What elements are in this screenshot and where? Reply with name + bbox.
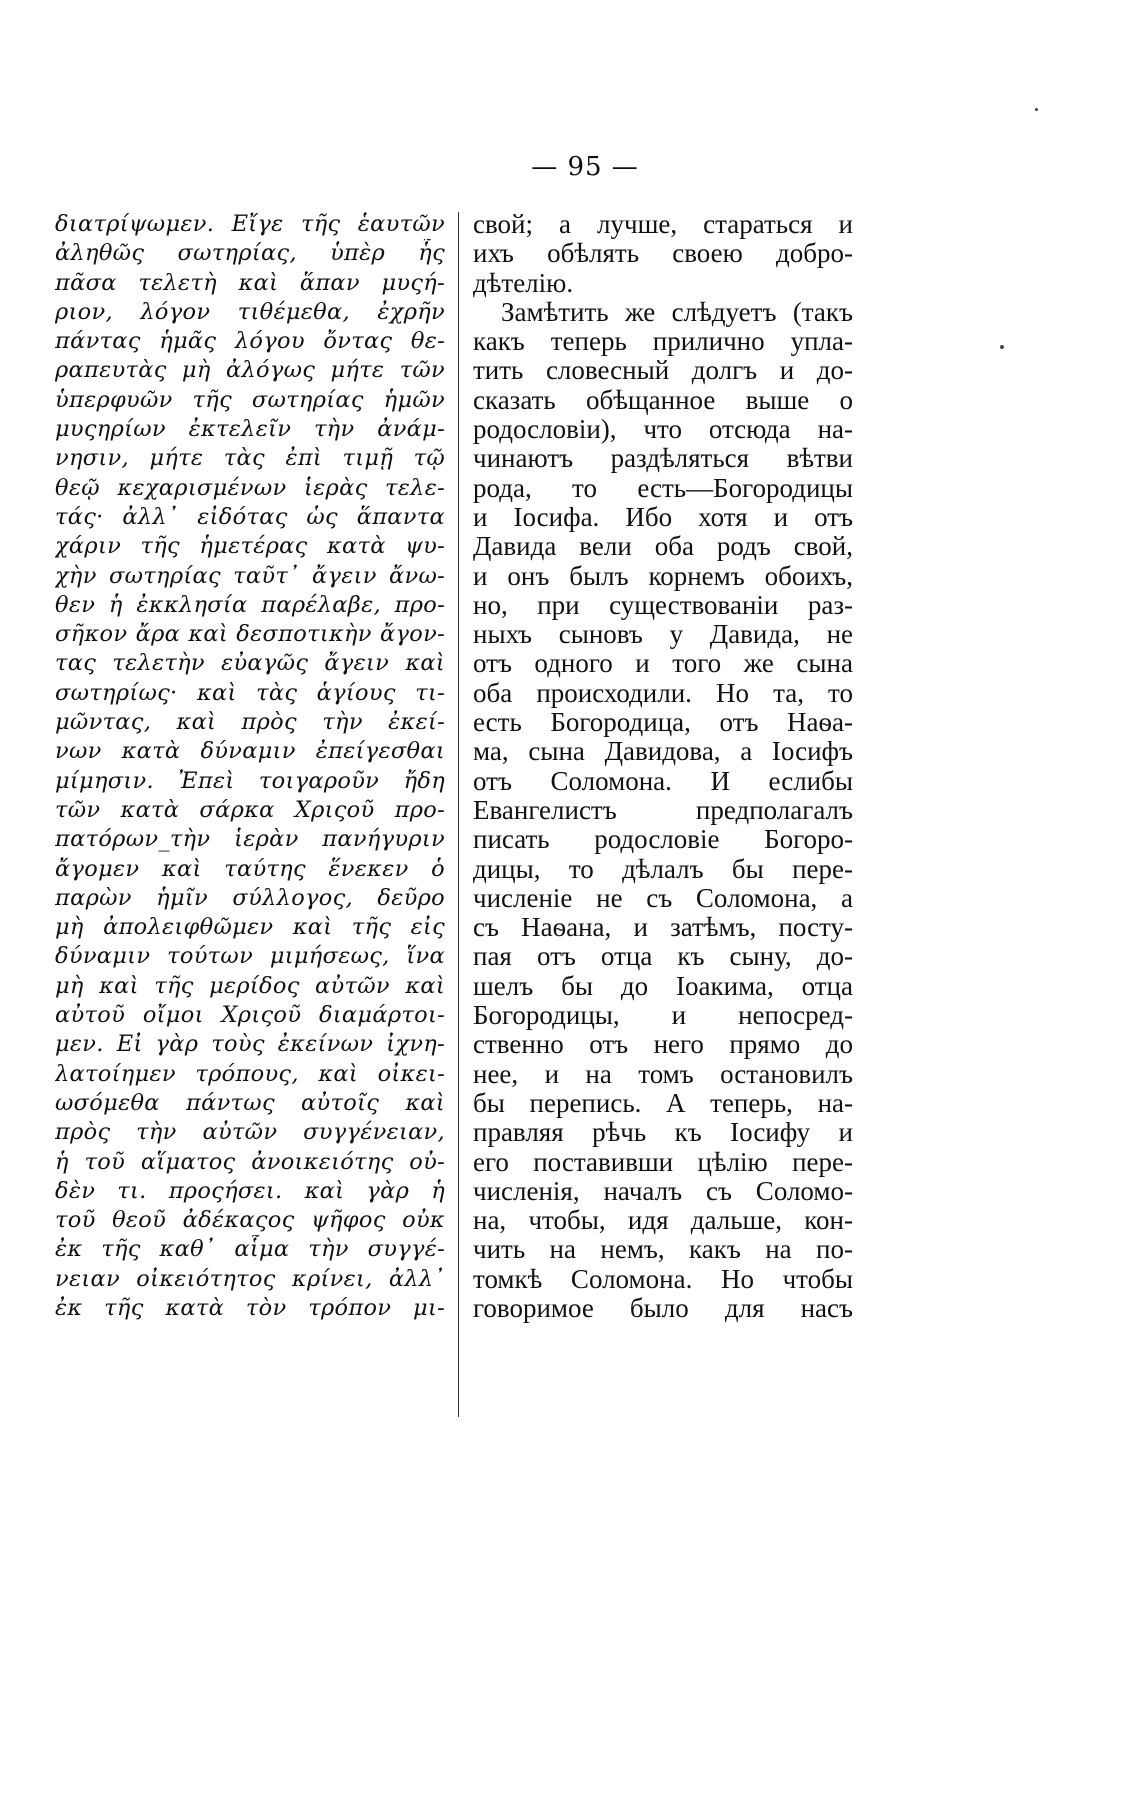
text-line: πρὸς τὴν αὐτῶν συγγένειαν,	[55, 1119, 445, 1146]
text-line: томкѣ Соломона. Но чтобы	[473, 1264, 853, 1294]
text-line: δύναμιν τούτων μιμήσεως, ἵνα	[55, 943, 445, 970]
text-line: его поставивши цѣлію пере-	[473, 1147, 853, 1177]
text-line: μίμησιν. Ἐπεὶ τοιγαροῦν ἤδη	[55, 767, 445, 794]
text-line: ныхъ сыновъ у Давида, не	[473, 620, 853, 650]
text-line: δὲν τι. προςήσει. καὶ γὰρ ἡ	[55, 1177, 445, 1204]
text-line: τῶν κατὰ σάρκα Χριςοῦ προ-	[55, 796, 445, 823]
text-line: ραπευτὰς μὴ ἀλόγως μήτε τῶν	[55, 357, 445, 384]
text-line: пая отъ отца къ сыну, до-	[473, 942, 853, 972]
text-line: отъ Соломона. И еслибы	[473, 766, 853, 796]
text-line: νων κατὰ δύναμιν ἐπείγεσθαι	[55, 738, 445, 765]
text-line: σῆκον ἄρα καὶ δεσποτικὴν ἄγον-	[55, 621, 445, 648]
text-line: τάς· ἀλλ᾽ εἰδότας ὡς ἅπαντα	[55, 503, 445, 530]
text-line: νειαν οἰκειότητος κρίνει, ἀλλ᾽	[55, 1265, 445, 1292]
text-line: Замѣтить же слѣдуетъ (такъ	[501, 297, 853, 327]
text-line: παρὼν ἡμῖν σύλλογος, δεῦρο	[55, 884, 445, 911]
text-line: чить на немъ, какъ на по-	[473, 1235, 853, 1265]
text-line: ἐκ τῆς καθ᾽ αἷμα τὴν συγγέ-	[55, 1236, 445, 1263]
text-line: νησιν, μήτε τὰς ἐπὶ τιμῇ τῷ	[55, 445, 445, 472]
print-speck	[1000, 345, 1004, 349]
text-line: Богородицы, и непосред-	[473, 1001, 853, 1031]
text-line: μῶντας, καὶ πρὸς τὴν ἐκεί-	[55, 709, 445, 736]
print-speck	[1035, 108, 1038, 111]
text-line: χάριν τῆς ἡμετέρας κατὰ ψυ-	[55, 533, 445, 560]
text-line: дѣтелію.	[473, 268, 574, 298]
text-line: ма, сына Давидова, а Іосифъ	[473, 737, 853, 767]
text-line: отъ одного и того же сына	[473, 649, 853, 679]
russian-column	[473, 210, 853, 1323]
text-line: χὴν σωτηρίας ταῦτ᾽ ἄγειν ἄνω-	[55, 562, 445, 589]
text-line: правляя рѣчь къ Іосифу и	[473, 1118, 853, 1148]
text-line: ственно отъ него прямо до	[473, 1030, 853, 1060]
text-line: съ Наѳана, и затѣмъ, посту-	[473, 913, 853, 943]
text-line: θεν ἡ ἐκκλησία παρέλαβε, προ-	[55, 591, 445, 618]
text-line: σωτηρίως· καὶ τὰς ἁγίους τι-	[55, 679, 445, 706]
text-line: писать родословіе Богоро-	[473, 825, 853, 855]
text-line: но, при существованіи раз-	[473, 590, 853, 620]
text-line: μὴ ἀπολειφθῶμεν καὶ τῆς εἰς	[55, 914, 445, 941]
text-line: шелъ бы до Іоакима, отца	[473, 971, 853, 1001]
text-line: ἡ τοῦ αἵματος ἀνοικειότης οὐ-	[55, 1148, 445, 1175]
page-number: — 95 —	[531, 152, 639, 182]
text-line: нее, и на томъ остановилъ	[473, 1059, 853, 1089]
text-line: и Іосифа. Ибо хотя и отъ	[473, 502, 853, 532]
text-line: ριον, λόγον τιθέμεθα, ἐχρῆν	[55, 298, 445, 325]
text-line: сказать обѣщанное выше о	[473, 385, 853, 415]
text-line: и онъ былъ корнемъ обоихъ,	[473, 561, 853, 591]
text-line: Давида вели оба родъ свой,	[473, 532, 853, 562]
text-line: μυςηρίων ἐκτελεῖν τὴν ἀνάμ-	[55, 416, 445, 443]
text-line: есть Богородица, отъ Наѳа-	[473, 708, 853, 738]
text-line: διατρίψωμεν. Εἴγε τῆς ἑαυτῶν	[55, 211, 445, 237]
text-line: говоримое было для насъ	[473, 1293, 853, 1323]
column-divider	[458, 212, 459, 1417]
text-line: ωσόμεθα πάντως αὐτοῖς καὶ	[55, 1089, 445, 1116]
text-line: ихъ обѣлять своею добро-	[473, 239, 853, 269]
text-line: родословіи), что отсюда на-	[473, 415, 853, 445]
text-line: численіе не съ Соломона, а	[473, 883, 853, 913]
text-line: τας τελετὴν εὐαγῶς ἄγειν καὶ	[55, 650, 445, 677]
text-line: λατοίημεν τρόπους, καὶ οἰκει-	[55, 1060, 445, 1087]
text-line: αὐτοῦ οἴμοι Χριςοῦ διαμάρτοι-	[55, 1002, 445, 1029]
text-line: тить словесный долгъ и до-	[473, 356, 853, 386]
text-line: τοῦ θεοῦ ἀδέκαςος ψῆφος οὐκ	[55, 1207, 445, 1234]
text-line: чинаютъ раздѣляться вѣтви	[473, 444, 853, 474]
text-line: ἐκ τῆς κατὰ τὸν τρόπον μι-	[55, 1294, 445, 1321]
text-line: оба происходили. Но та, то	[473, 678, 853, 708]
text-line: какъ теперь прилично упла-	[473, 327, 853, 357]
text-line: μὴ καὶ τῆς μερίδος αὐτῶν καὶ	[55, 972, 445, 999]
greek-column	[55, 210, 445, 1323]
text-line: дицы, то дѣлалъ бы пере-	[473, 854, 853, 884]
text-line: πᾶσα τελετὴ καὶ ἅπαν μυςή-	[55, 269, 445, 296]
text-line: πάντας ἡμᾶς λόγου ὄντας θε-	[55, 328, 445, 355]
text-line: численія, началъ съ Соломо-	[473, 1176, 853, 1206]
text-line: Евангелистъ предполагалъ	[473, 795, 853, 825]
text-line: рода, то есть—Богородицы	[473, 473, 853, 503]
text-line: бы перепись. А теперь, на-	[473, 1088, 853, 1118]
text-line: θεῷ κεχαρισμένων ἱερὰς τελε-	[55, 474, 445, 501]
text-line: ὑπερφυῶν τῆς σωτηρίας ἡμῶν	[55, 386, 445, 413]
text-line: πατόρων_τὴν ἱερὰν πανήγυριν	[55, 826, 445, 853]
text-line: на, чтобы, идя дальше, кон-	[473, 1206, 853, 1236]
text-line: свой; а лучше, стараться и	[473, 210, 853, 239]
text-line: ἄγομεν καὶ ταύτης ἕνεκεν ὁ	[55, 855, 445, 882]
text-line: ἀληθῶς σωτηρίας, ὑπὲρ ἧς	[55, 240, 445, 267]
text-line: μεν. Εἰ γὰρ τοὺς ἐκείνων ἰχνη-	[55, 1031, 445, 1058]
